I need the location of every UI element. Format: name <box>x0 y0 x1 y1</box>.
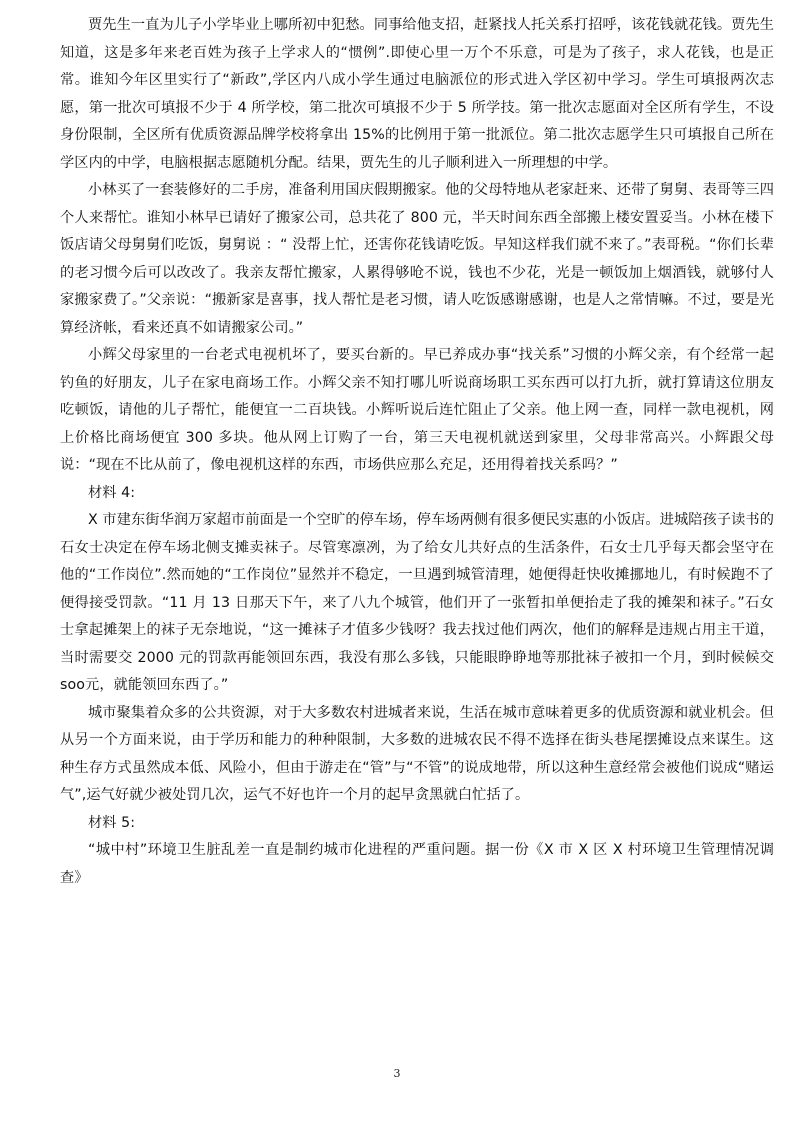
document-body <box>60 12 774 892</box>
material-4-heading: 材料 4: <box>88 484 136 501</box>
paragraph-jia-school: 贾先生一直为儿子小学毕业上哪所初中犯愁。同事给他支招，赶紧找人托关系打招呼，该花钱就花钱。贾先生知道，这是多年来老百姓为孩子上学求人的“惯例”.即使心里一万个不乐意，可是为了孩子，求人花钱，也是正常。谁知今年区里实行了“新政”,学区内八成小学生通过电脑派位的形式进入学区初中学习。学生可填报两次志愿，第一批次可填报不少于 4 所学校，第二批次可填报不少于 5 所学技。第一批次志愿面对全区所有学生，不设身份限制，全区所有优质资源品牌学校将拿出 15%的比例用于第一批派位。第二批次志愿学生只可填报自己所在学区内的中学，电脑根据志愿随机分配。结果，贾先生的儿子顺利进入一所理想的中学。 <box>60 17 774 171</box>
paragraph-city-resources: 城市聚集着众多的公共资源，对于大多数农村进城者来说，生活在城市意味着更多的优质资源和就业机会。但从另一个方面来说，由于学历和能力的种种限制，大多数的进城农民不得不选择在街头巷尾摆摊设点来谋生。这种生存方式虽然成本低、风险小，但由于游走在“管”与“不管”的说成地带，所以这种生意经常会被他们说成“赌运气”,运气好就少被处罚几次，运气不好也许一个月的起早贪黑就白忙括了。 <box>60 704 774 803</box>
paragraph-urban-village: “城中村”环境卫生脏乱差一直是制约城市化进程的严重问题。据一份《X 市 X 区 X 村环境卫生管理情况调查》 <box>60 842 774 886</box>
paragraph-stall-vendor: X 市建东街华润万家超市前面是一个空旷的停车场，停车场两侧有很多便民实惠的小饭店。进城陪孩子读书的石女士决定在停车场北侧支摊卖袜子。尽管寒凛冽，为了给女儿共好点的生活条件，石女士几乎每天都会坚守在他的“工作岗位”.然而她的“工作岗位”显然并不稳定，一旦遇到城管清理，她便得赶快收摊挪地儿，有时候跑不了便得接受罚款。“11 月 13 日那天下午，来了八九个城管，他们开了一张暂扣单便抬走了我的摊架和袜子。”石女士拿起摊架上的袜子无奈地说，“这一摊袜子才值多少钱呀？我去找过他们两次，他们的解释是违规占用主干道，当时需要交 2000 元的罚款再能领回东西，我没有那么多钱，只能眼睁睁地等那批袜子被扣一个月，到时候候交 soo元，就能领回东西了。” <box>60 512 774 693</box>
paragraph-xiaohui-tv: 小辉父母家里的一台老式电视机坏了，要买台新的。早已养成办事“找关系”习惯的小辉父亲，有个经常一起钓鱼的好朋友，儿子在家电商场工作。小辉父亲不知打哪儿听说商场职工买东西可以打九折，就打算请这位朋友吃顿饭，请他的儿子帮忙，能便宜一二百块钱。小辉听说后连忙阻止了父亲。他上网一查，同样一款电视机，网上价格比商场便宜 300 多块。他从网上订购了一台，第三天电视机就送到家里，父母非常高兴。小辉跟父母说：“现在不比从前了，像电视机这样的东西，市场供应那么充足，还用得着找关系吗？” <box>60 347 774 473</box>
paragraph-xiaolin-moving: 小林买了一套装修好的二手房，准备利用国庆假期搬家。他的父母特地从老家赶来、还带了舅舅、表哥等三四个人来帮忙。谁知小林早已请好了搬家公司，总共花了 800 元，半天时间东西全部搬上楼安置妥当。小林在楼下饭店请父母舅舅们吃饭，舅舅说 ：“ 没帮上忙，还害你花钱请吃饭。早知这样我们就不来了。”表哥税。“你们长辈的老习惯今后可以改改了。我亲友帮忙搬家，人累得够呛不说，钱也不少花，光是一顿饭加上烟酒钱，就够付人家搬家费了。”父亲说：“搬新家是喜事，找人帮忙是老习惯，请人吃饭感谢感谢，也是人之常情嘛。不过，要是光算经济帐，看来还真不如请搬家公司。” <box>60 182 774 336</box>
material-5-heading: 材料 5: <box>88 814 136 831</box>
page-number: 3 <box>393 1067 401 1080</box>
